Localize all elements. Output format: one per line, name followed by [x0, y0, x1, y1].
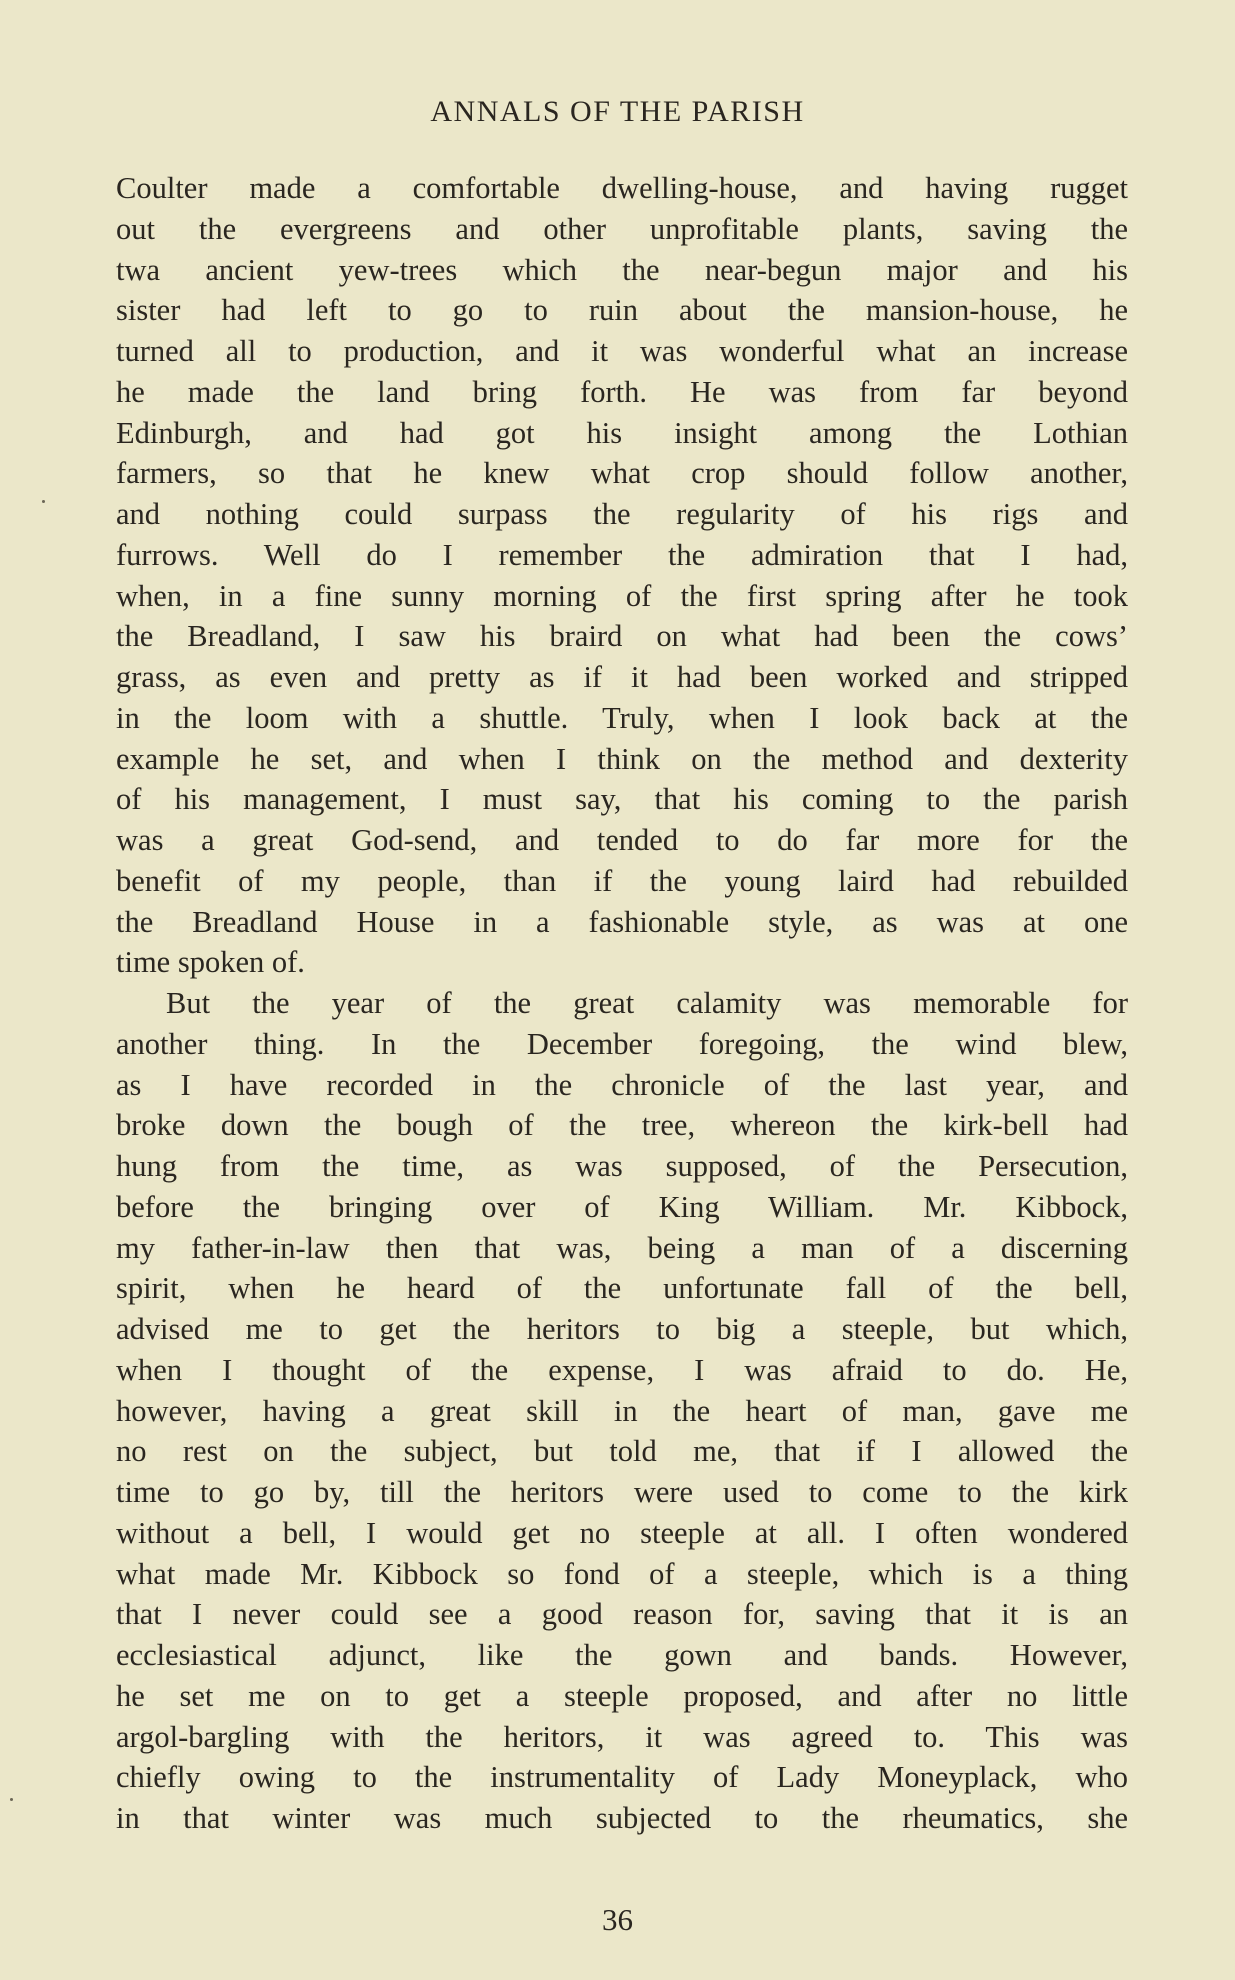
text-line: without a bell, I would get no steeple at all. I often wondered: [116, 1515, 1128, 1550]
text-line: spirit, when he heard of the unfortunate fall of the bell,: [116, 1271, 1128, 1306]
text-line: he made the land bring forth. He was from far beyond: [116, 374, 1128, 409]
text-line: and nothing could surpass the regularity of his rigs and: [116, 497, 1128, 531]
text-line: out the evergreens and other unprofitable plants, saving the: [116, 211, 1128, 246]
text-line: time to go by, till the heritors were used to come to the kirk: [116, 1475, 1128, 1509]
text-line: what made Mr. Kibbock so fond of a steeple, which is a thing: [116, 1556, 1128, 1591]
text-line: when I thought of the expense, I was afraid to do. He,: [116, 1352, 1128, 1387]
text-line: Edinburgh, and had got his insight among the Lothian: [116, 415, 1128, 450]
body-text: [116, 168, 1128, 1839]
text-line: no rest on the subject, but told me, that if I allowed the: [116, 1434, 1128, 1469]
text-line: grass, as even and pretty as if it had been worked and stripped: [116, 660, 1128, 694]
text-line: in the loom with a shuttle. Truly, when I look back at the: [116, 700, 1128, 735]
text-line: furrows. Well do I remember the admiration that I had,: [116, 537, 1128, 572]
text-line: another thing. In the December foregoing, the wind blew,: [116, 1026, 1128, 1061]
paragraph-start-line: But the year of the great calamity was memorable for: [166, 986, 1128, 1020]
text-line: chiefly owing to the instrumentality of Lady Moneyplack, who: [116, 1760, 1128, 1795]
text-line: turned all to production, and it was wonderful what an increase: [116, 334, 1128, 368]
paper-speck: [42, 500, 45, 503]
text-line: broke down the bough of the tree, whereon the kirk-bell had: [116, 1108, 1128, 1143]
text-line: that I never could see a good reason for, saving that it is an: [116, 1597, 1128, 1632]
text-line: the Breadland House in a fashionable style, as was at one: [116, 904, 1128, 939]
text-line: advised me to get the heritors to big a steeple, but which,: [116, 1312, 1128, 1346]
text-line: example he set, and when I think on the method and dexterity: [116, 741, 1128, 776]
paragraph-end-line: time spoken of.: [116, 945, 305, 980]
text-line: when, in a fine sunny morning of the first spring after he took: [116, 578, 1128, 613]
text-line: Coulter made a comfortable dwelling-house, and having rugget: [116, 171, 1128, 205]
text-line: farmers, so that he knew what crop should follow another,: [116, 456, 1128, 491]
text-line: in that winter was much subjected to the rheumatics, she: [116, 1801, 1128, 1835]
running-head: ANNALS OF THE PARISH: [430, 95, 805, 128]
text-line: before the bringing over of King William. Mr. Kibbock,: [116, 1189, 1128, 1224]
page-number: 36: [602, 1902, 633, 1937]
paper-speck: [10, 1798, 13, 1801]
text-line: he set me on to get a steeple proposed, and after no little: [116, 1678, 1128, 1713]
text-line: however, having a great skill in the heart of man, gave me: [116, 1393, 1128, 1428]
text-line: argol-bargling with the heritors, it was agreed to. This was: [116, 1719, 1128, 1754]
text-line: hung from the time, as was supposed, of the Persecution,: [116, 1149, 1128, 1183]
text-line: the Breadland, I saw his braird on what had been the cows’: [116, 619, 1128, 654]
text-line: ecclesiastical adjunct, like the gown and bands. However,: [116, 1638, 1128, 1672]
text-line: twa ancient yew-trees which the near-begun major and his: [116, 252, 1128, 287]
text-line: sister had left to go to ruin about the mansion-house, he: [116, 293, 1128, 328]
text-line: as I have recorded in the chronicle of the last year, and: [116, 1067, 1128, 1102]
text-line: benefit of my people, than if the young laird had rebuilded: [116, 863, 1128, 898]
text-line: was a great God-send, and tended to do far more for the: [116, 823, 1128, 857]
text-line: of his management, I must say, that his coming to the parish: [116, 782, 1128, 817]
text-line: my father-in-law then that was, being a man of a discerning: [116, 1230, 1128, 1265]
